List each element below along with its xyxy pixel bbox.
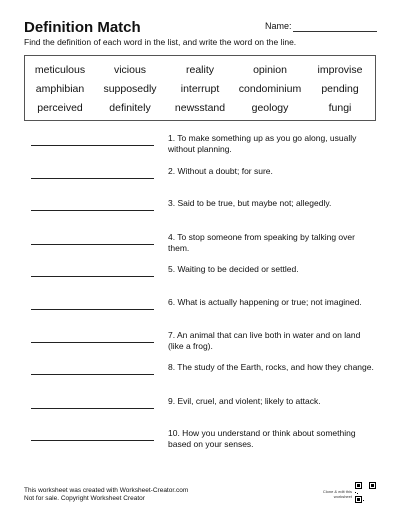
clone-caption: Clone & edit this worksheet — [322, 489, 352, 499]
answer-line[interactable] — [31, 374, 154, 375]
answer-line[interactable] — [31, 178, 154, 179]
word-bank-word: geology — [251, 102, 289, 114]
word-bank-word: condominium — [238, 83, 302, 95]
word-bank-word: amphibian — [35, 83, 85, 95]
footer-copyright: Not for sale. Copyright Worksheet Creator — [24, 495, 145, 502]
definition-text: 5. Waiting to be decided or settled. — [168, 264, 299, 274]
footer-credit: This worksheet was created with Worksheet-Creator.com — [24, 487, 189, 494]
definition-text: 1. To make something up as you go along, usually without planning. — [168, 133, 357, 154]
word-bank-word: reality — [185, 64, 214, 76]
instructions: Find the definition of each word in the list, and write the word on the line. — [24, 37, 297, 47]
definition-text: 2. Without a doubt; for sure. — [168, 166, 273, 176]
definition-text: 9. Evil, cruel, and violent; likely to attack. — [168, 396, 321, 406]
word-bank-word: improvise — [317, 64, 363, 76]
page-title: Definition Match — [24, 19, 141, 36]
qr-code-icon[interactable] — [355, 482, 376, 503]
word-bank-row — [25, 83, 375, 95]
word-bank-word: supposedly — [103, 83, 157, 95]
name-label: Name: — [265, 21, 292, 31]
word-bank-word: perceived — [37, 102, 83, 114]
word-bank — [24, 55, 376, 121]
definition-text: 3. Said to be true, but maybe not; allegedly. — [168, 198, 332, 208]
answer-line[interactable] — [31, 244, 154, 245]
definition-text: 6. What is actually happening or true; not imagined. — [168, 297, 362, 307]
answer-line[interactable] — [31, 440, 154, 441]
answer-line[interactable] — [31, 145, 154, 146]
word-bank-word: definitely — [109, 102, 151, 114]
word-bank-row — [25, 64, 375, 76]
word-bank-word: opinion — [253, 64, 287, 76]
answer-line[interactable] — [31, 309, 154, 310]
name-line — [293, 31, 377, 32]
word-bank-word: vicious — [113, 64, 147, 76]
answer-line[interactable] — [31, 342, 154, 343]
word-bank-word: fungi — [328, 102, 352, 114]
answer-line[interactable] — [31, 276, 154, 277]
word-bank-word: interrupt — [180, 83, 220, 95]
answer-line[interactable] — [31, 210, 154, 211]
definition-text: 10. How you understand or think about something based on your senses. — [168, 428, 356, 449]
definition-text: 7. An animal that can live both in water and on land (like a frog). — [168, 330, 361, 351]
word-bank-word: pending — [321, 83, 359, 95]
word-bank-row — [25, 102, 375, 114]
definition-text: 8. The study of the Earth, rocks, and how they change. — [168, 362, 374, 372]
word-bank-word: newsstand — [174, 102, 226, 114]
answer-line[interactable] — [31, 408, 154, 409]
footer — [24, 487, 188, 503]
word-bank-word: meticulous — [34, 64, 86, 76]
definition-text: 4. To stop someone from speaking by talking over them. — [168, 232, 355, 253]
